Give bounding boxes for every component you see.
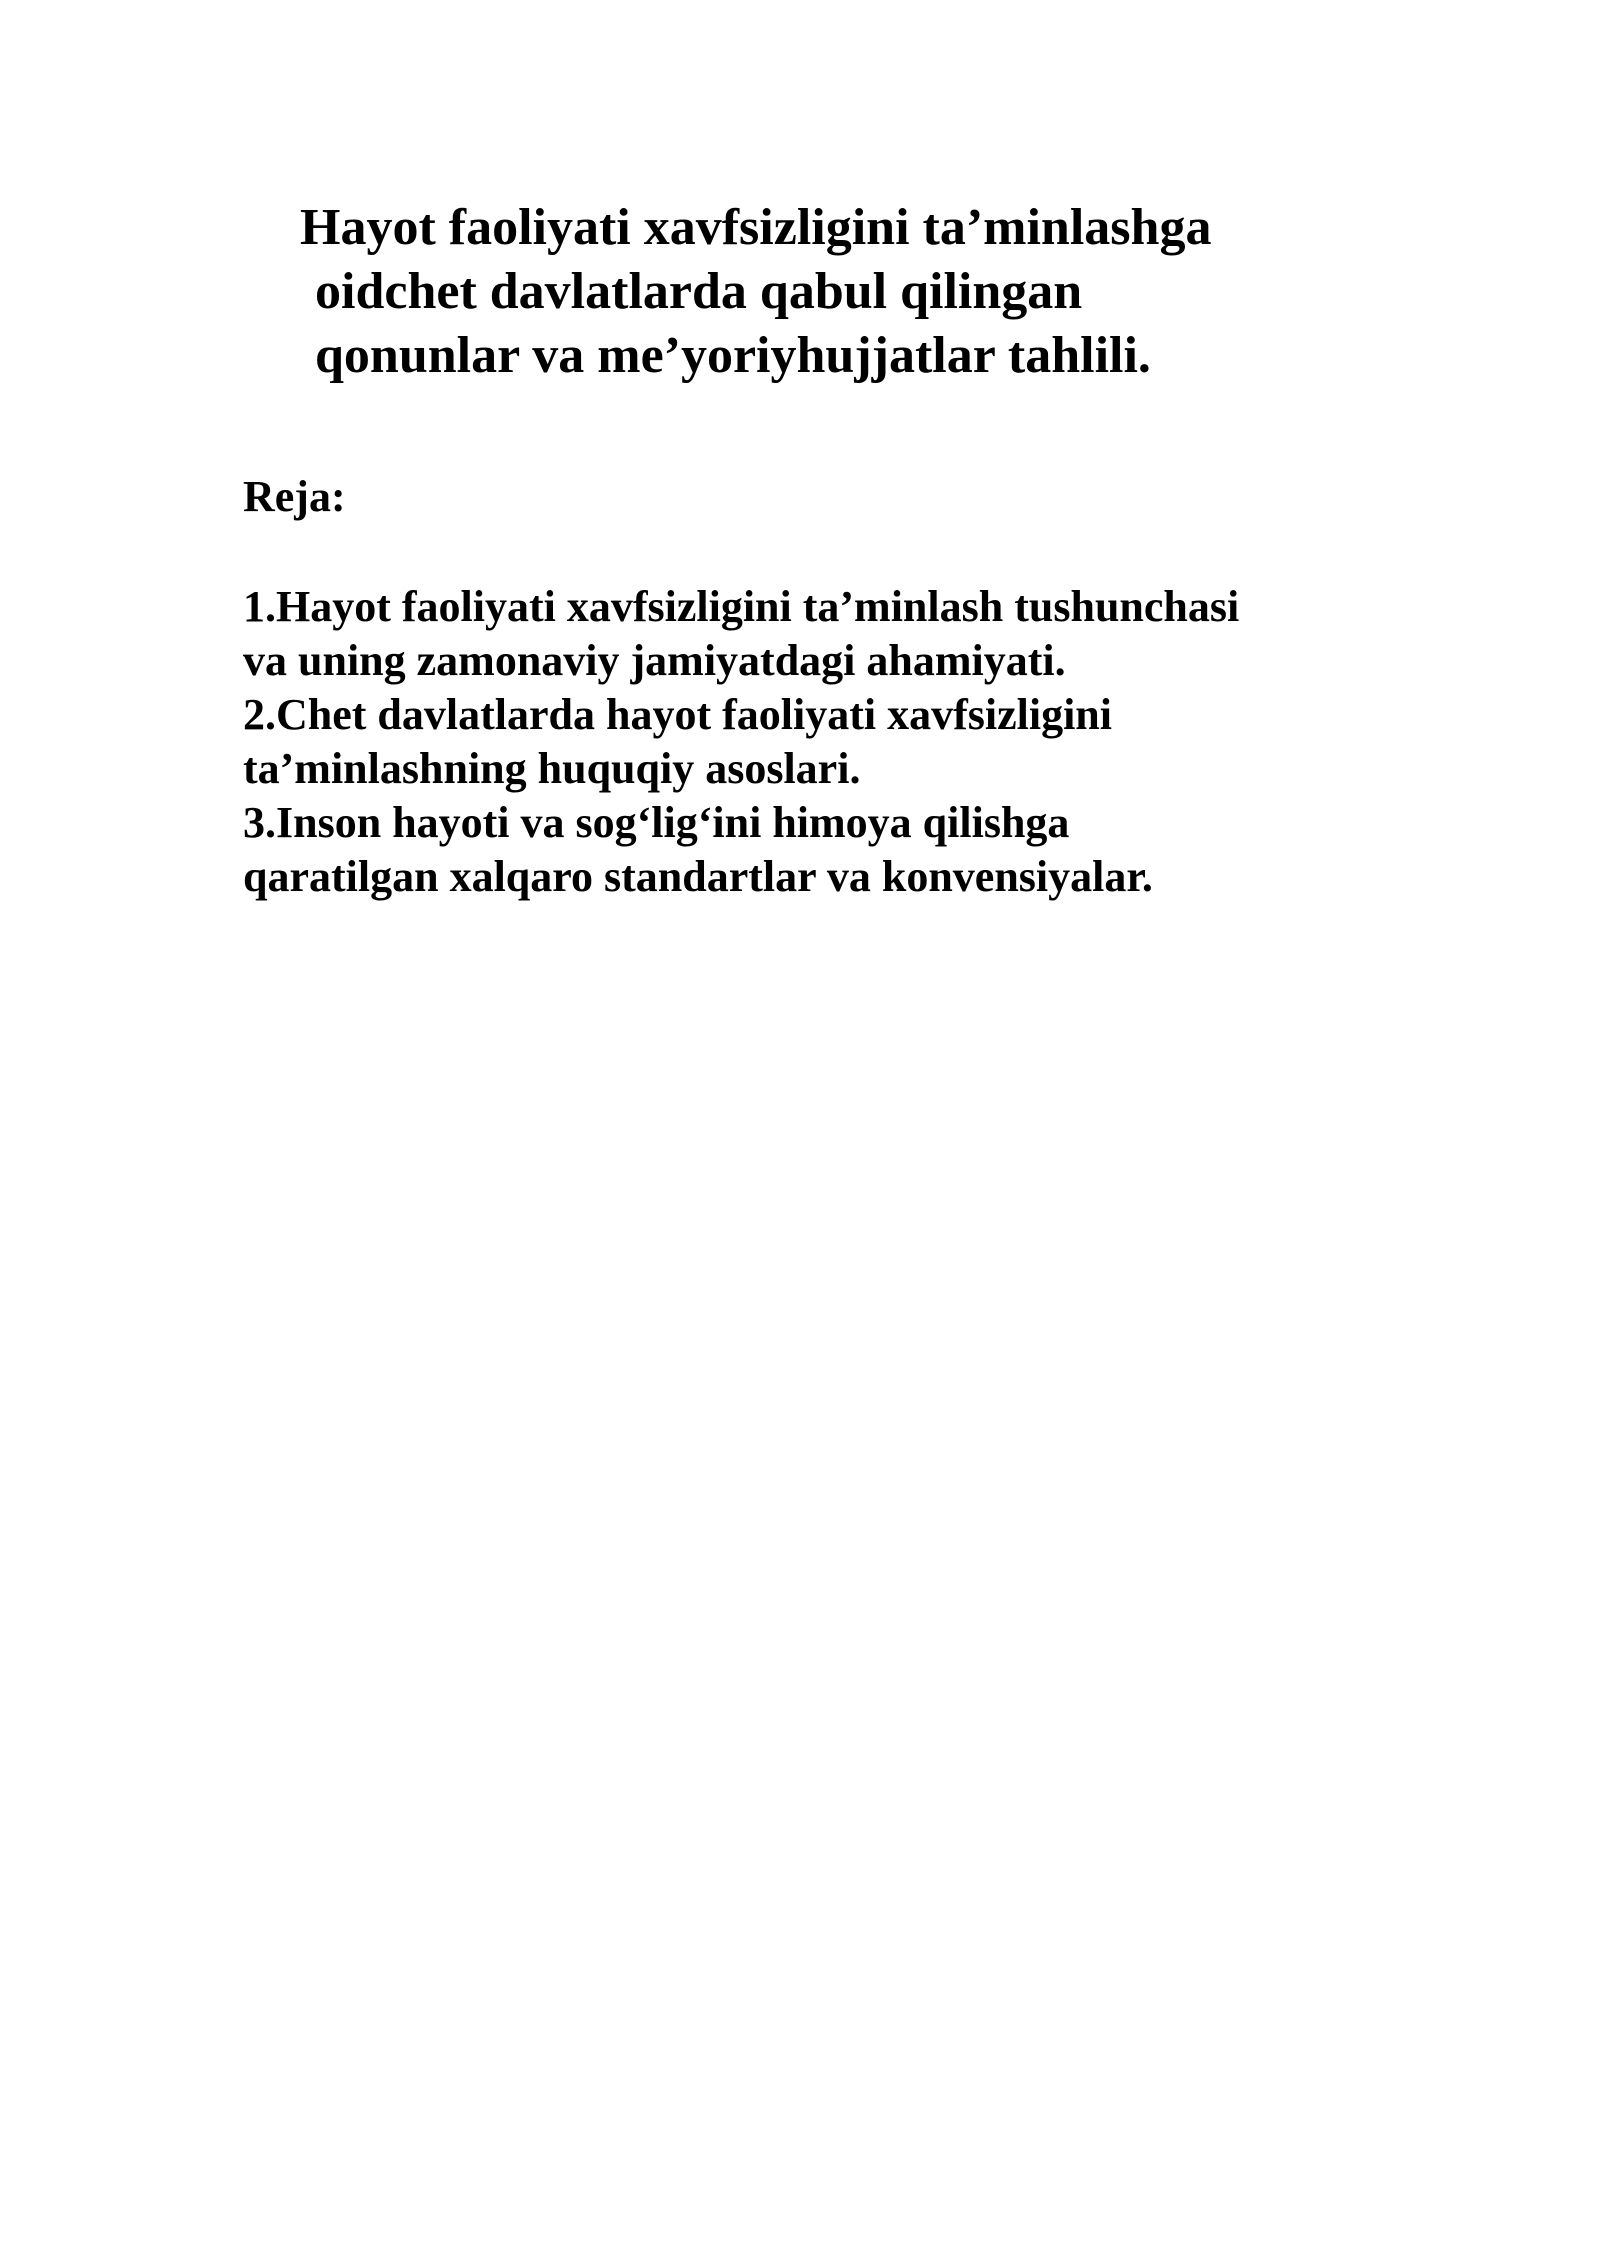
title-line: oidchet davlatlarda qabul qilingan (315, 263, 1083, 320)
plan-item-line: va uning zamonaviy jamiyatdagi ahamiyati. (243, 636, 1066, 685)
plan-item-line: ta’minlashning huquqiy asoslari. (243, 744, 861, 793)
plan-item-line: 2.Chet davlatlarda hayot faoliyati xavfsizligini (243, 690, 1112, 739)
plan-item-line: 1.Hayot faoliyati xavfsizligini ta’minlash tushunchasi (243, 582, 1240, 631)
plan-item-line: 3.Inson hayoti va sog‘lig‘ini himoya qilishga (243, 798, 1070, 847)
plan-item (243, 796, 1443, 904)
plan-heading: Reja: (243, 472, 346, 521)
title-line: Hayot faoliyati xavfsizligini ta’minlashga (300, 199, 1212, 256)
plan-item (243, 688, 1443, 796)
plan-item-line: qaratilgan xalqaro standartlar va konvensiyalar. (243, 852, 1153, 901)
plan-list (243, 580, 1443, 904)
title-line: qonunlar va me’yoriyhujjatlar tahlili. (315, 327, 1151, 384)
document-title (300, 196, 1400, 388)
plan-item (243, 580, 1443, 688)
